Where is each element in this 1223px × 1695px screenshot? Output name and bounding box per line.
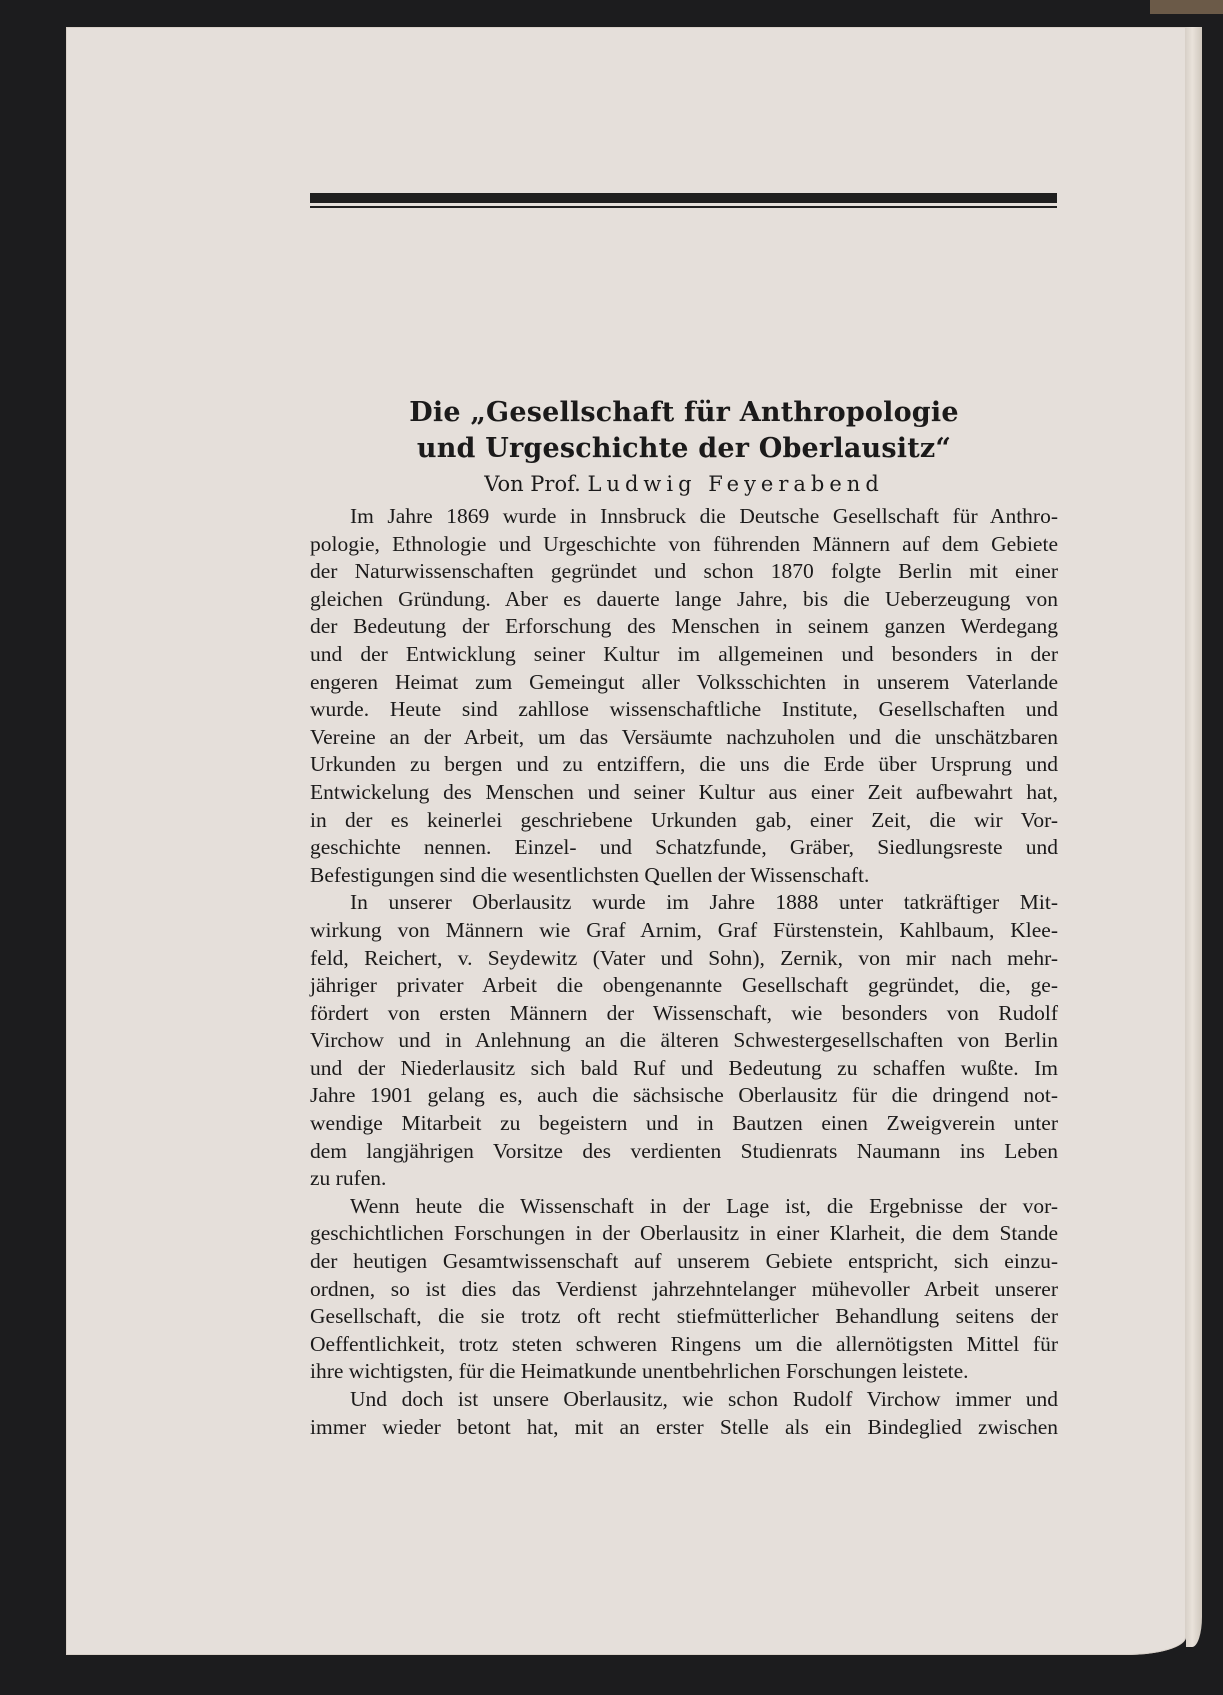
paragraph-1	[310, 503, 1058, 889]
text-line: feld, Reichert, v. Seydewitz (Vater und Sohn), Zernik, von mir nach mehr-	[310, 945, 1058, 970]
page-edge	[1186, 27, 1202, 1647]
text-line: Urkunden zu bergen und zu entziffern, die uns die Erde über Ursprung und	[310, 752, 1058, 777]
text-line: wendige Mitarbeit zu begeistern und in Bautzen einen Zweigverein unter	[310, 1111, 1058, 1136]
text-line: der Naturwissenschaften gegründet und schon 1870 folgte Berlin mit einer	[310, 559, 1058, 584]
paragraph-2	[310, 889, 1058, 1193]
header-rule-thick	[310, 193, 1057, 203]
scan-background-strip	[1150, 0, 1223, 14]
text-line: in der es keinerlei geschriebene Urkunden gab, einer Zeit, die wir Vor-	[310, 807, 1058, 832]
header-rule-thin	[310, 206, 1057, 208]
byline-prefix: Von Prof.	[484, 472, 581, 496]
article-body	[310, 503, 1058, 1441]
text-line: jähriger privater Arbeit die obengenannte Gesellschaft gegründet, die, ge-	[310, 973, 1058, 998]
text-line: wurde. Heute sind zahllose wissenschaftliche Institute, Gesellschaften und	[310, 697, 1058, 722]
paragraph-3	[310, 1193, 1058, 1386]
text-line: fördert von ersten Männern der Wissenschaft, wie besonders von Rudolf	[310, 1000, 1058, 1025]
text-line: geschichtlichen Forschungen in der Oberlausitz in einer Klarheit, die dem Stande	[310, 1221, 1058, 1246]
text-line: wirkung von Männern wie Graf Arnim, Graf Fürstenstein, Kahlbaum, Klee-	[310, 917, 1058, 942]
text-line: ihre wichtigsten, für die Heimatkunde unentbehrlichen Forschungen leistete.	[310, 1359, 969, 1384]
text-line: dem langjährigen Vorsitze des verdienten Studienrats Naumann ins Leben	[310, 1138, 1058, 1163]
text-line: ordnen, so ist dies das Verdienst jahrzehntelanger mühevoller Arbeit unserer	[310, 1276, 1058, 1301]
text-line: Und doch ist unsere Oberlausitz, wie schon Rudolf Virchow immer und	[350, 1387, 1058, 1411]
text-line: Vereine an der Arbeit, um das Versäumte nachzuholen und die unschätzbaren	[310, 724, 1058, 749]
byline-author: Ludwig Feyerabend	[587, 472, 884, 496]
text-line: der heutigen Gesamtwissenschaft auf unserem Gebiete entspricht, sich einzu-	[310, 1249, 1058, 1274]
title-line-2: und Urgeschichte der Oberlausitz“	[416, 433, 952, 464]
text-line: Befestigungen sind die wesentlichsten Quellen der Wissenschaft.	[310, 862, 870, 887]
text-line: der Bedeutung der Erforschung des Menschen in seinem ganzen Werdegang	[310, 614, 1058, 639]
text-line: pologie, Ethnologie und Urgeschichte von führenden Männern auf dem Gebiete	[310, 531, 1058, 556]
byline	[310, 469, 1058, 499]
text-line: immer wieder betont hat, mit an erster Stelle als ein Bindeglied zwischen	[310, 1414, 1058, 1439]
text-line: und der Niederlausitz sich bald Ruf und Bedeutung zu schaffen wußte. Im	[310, 1055, 1058, 1080]
title-line-1: Die „Gesellschaft für Anthropologie	[409, 397, 959, 428]
text-line: Gesellschaft, die sie trotz oft recht stiefmütterlicher Behandlung seitens der	[310, 1304, 1058, 1329]
article	[310, 395, 1058, 1441]
paragraph-4	[310, 1386, 1058, 1441]
text-line: engeren Heimat zum Gemeingut aller Volksschichten in unserem Vaterlande	[310, 669, 1058, 694]
text-line: gleichen Gründung. Aber es dauerte lange Jahre, bis die Ueberzeugung von	[310, 586, 1058, 611]
text-line: Oeffentlichkeit, trotz steten schweren Ringens um die allernötigsten Mittel für	[310, 1331, 1058, 1356]
text-line: Entwickelung des Menschen und seiner Kultur aus einer Zeit aufbewahrt hat,	[310, 779, 1058, 804]
text-line: zu rufen.	[310, 1166, 387, 1191]
text-line: und der Entwicklung seiner Kultur im allgemeinen und besonders in der	[310, 641, 1058, 666]
text-line: geschichte nennen. Einzel- und Schatzfunde, Gräber, Siedlungsreste und	[310, 835, 1058, 860]
article-title	[310, 395, 1058, 467]
text-line: Virchow und in Anlehnung an die älteren Schwestergesellschaften von Berlin	[310, 1028, 1058, 1053]
text-line: In unserer Oberlausitz wurde im Jahre 1888 unter tatkräftiger Mit-	[350, 890, 1058, 915]
text-line: Im Jahre 1869 wurde in Innsbruck die Deutsche Gesellschaft für Anthro-	[350, 504, 1058, 528]
text-line: Wenn heute die Wissenschaft in der Lage ist, die Ergebnisse der vor-	[350, 1193, 1058, 1218]
text-line: Jahre 1901 gelang es, auch die sächsische Oberlausitz für die dringend not-	[310, 1083, 1058, 1108]
